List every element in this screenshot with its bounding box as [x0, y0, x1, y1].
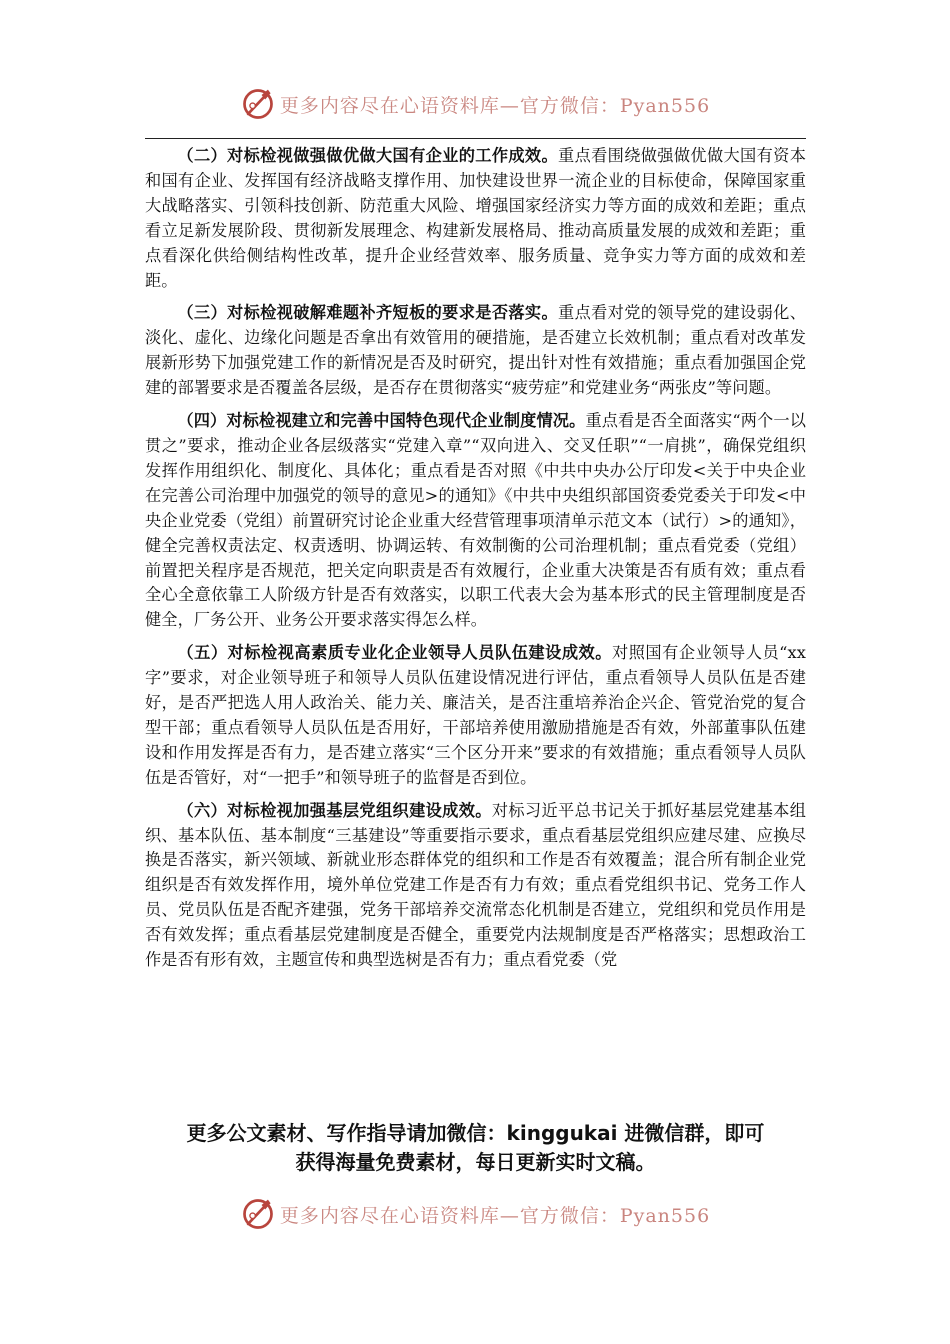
promo-line-1: 更多公文素材、写作指导请加微信：kinggukai 进微信群，即可: [186, 1121, 765, 1145]
paragraph-heading: （六）对标检视加强基层党组织建设成效。: [177, 800, 492, 820]
paragraph-heading: （二）对标检视做强做优做大国有企业的工作成效。: [177, 146, 559, 165]
paragraph-text: 重点看围绕做强做优做大国有资本和国有企业、发挥国有经济战略支撑作用、加快建设世界一流企业的目标使命，保障国家重大战略落实、引领科技创新、防范重大风险、增强国家经济实力等方面的成效和差距；重点看立足新发展阶段、贯彻新发展理念、构建新发展格局、推动高质量发展的成效和差距；重点看深化供给侧结构性改革，提升企业经营效率、服务质量、竞争实力等方面的成效和差距。: [145, 146, 806, 290]
paragraph-text: 对照国有企业领导人员“xx字”要求，对企业领导班子和领导人员队伍建设情况进行评估，重点看领导人员队伍是否建好，是否严把选人用人政治关、能力关、廉洁关，是否注重培养治企兴企、管党治党的复合型干部；重点看领导人员队伍是否用好，干部培养使用激励措施是否有效，外部董事队伍建设和作用发挥是否有力，是否建立落实“三个区分开来”要求的有效措施；重点看领导人员队伍是否管好，对“一把手”和领导班子的监督是否到位。: [145, 643, 806, 787]
paragraph-heading: （四）对标检视建立和完善中国特色现代企业制度情况。: [177, 411, 586, 431]
promo-line-2: 获得海量免费素材，每日更新实时文稿。: [295, 1150, 656, 1174]
watermark-text: 更多内容尽在心语资料库—官方微信：Pyan556: [279, 1204, 711, 1227]
paragraph-text: 对标习近平总书记关于抓好基层党建基本组织、基本队伍、基本制度“三基建设”等重要指示要求，重点看基层党组织应建尽建、应换尽换是否落实，新兴领域、新就业形态群体党的组织和工作是否有效覆盖；混合所有制企业党组织是否有效发挥作用，境外单位党建工作是否有力有效；重点看党组织书记、党务工作人员、党员队伍是否配齐建强，党务干部培养交流常态化机制是否建立，党组织和党员作用是否有效发挥；重点看基层党建制度是否健全，重要党内法规制度是否严格落实；思想政治工作是否有形有效，主题宣传和典型选树是否有力；重点看党委（党: [145, 800, 806, 970]
paragraph-4: [145, 409, 806, 633]
paragraph-text: 重点看是否全面落实“两个一以贯之”要求，推动企业各层级落实“党建入章”“双向进入、交叉任职”“一肩挑”，确保党组织发挥作用组织化、制度化、具体化；重点看是否对照《中共中央办公厅印发<关于中央企业在完善公司治理中加强党的领导的意见>的通知》《中共中央组织部国资委党委关于印发<中央企业党委（党组）前置研究讨论企业重大经营管理事项清单示范文本（试行）>的通知》，健全完善权责法定、权责透明、协调运转、有效制衡的公司治理机制；重点看党委（党组）前置把关程序是否规范，把关定向职责是否有效履行，企业重大决策是否有质有效；重点看全心全意依靠工人阶级方针是否有效落实，以职工代表大会为基本形式的民主管理制度是否健全，厂务公开、业务公开要求落实得怎么样。: [145, 411, 806, 630]
watermark-header: [0, 84, 950, 124]
document-body: [145, 144, 806, 981]
paragraph-5: [145, 641, 806, 790]
paragraph-2: [145, 144, 806, 293]
header-divider: [145, 138, 806, 139]
watermark-footer: [0, 1194, 950, 1234]
promo-banner: [145, 1119, 806, 1177]
paragraph-text: 重点看对党的领导党的建设弱化、淡化、虚化、边缘化问题是否拿出有效管用的硬措施，是否建立长效机制；重点看对改革发展新形势下加强党建工作的新情况是否及时研究，提出针对性有效措施；重点看加强国企党建的部署要求是否覆盖各层级，是否存在贯彻落实“疲劳症”和党建业务“两张皮”等问题。: [145, 303, 806, 398]
paragraph-heading: （五）对标检视高素质专业化企业领导人员队伍建设成效。: [177, 643, 612, 663]
watermark-text: 更多内容尽在心语资料库—官方微信：Pyan556: [279, 94, 711, 117]
paragraph-heading: （三）对标检视破解难题补齐短板的要求是否落实。: [177, 303, 559, 323]
brush-logo-icon: [240, 86, 276, 122]
paragraph-6: [145, 799, 806, 973]
brush-logo-icon: [240, 1196, 276, 1232]
paragraph-3: [145, 301, 806, 401]
